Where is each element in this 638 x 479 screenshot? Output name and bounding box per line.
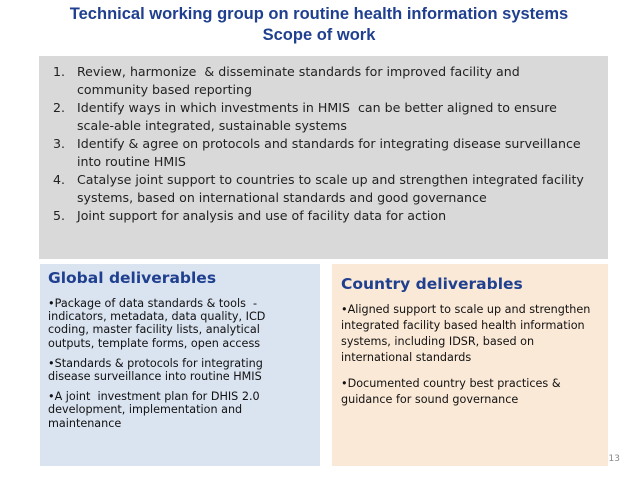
country-deliverable-item: •Aligned support to scale up and strengthen integrated facility based health information systems, including IDSR, based on international standards: [341, 303, 591, 364]
global-deliverable-item: •Package of data standards & tools - indicators, metadata, data quality, ICD coding, master facility lists, analytical outputs, template forms, open access: [48, 297, 266, 350]
scope-item: [53, 207, 602, 225]
global-deliverables-title: Global deliverables: [48, 269, 217, 287]
slide-title: [0, 4, 638, 46]
scope-item: [53, 99, 602, 135]
scope-item-text: Review, harmonize & disseminate standards for improved facility and community based reporting: [77, 64, 520, 97]
scope-item-number: 3.: [53, 136, 66, 151]
scope-item-text: Identify & agree on protocols and standards for integrating disease surveillance into routine HMIS: [77, 136, 581, 169]
scope-item: [53, 63, 602, 99]
scope-of-work-box: [39, 56, 608, 259]
scope-list: [53, 63, 602, 225]
scope-item: [53, 171, 602, 207]
global-deliverable-item: •Standards & protocols for integrating disease surveillance into routine HMIS: [48, 356, 263, 384]
global-deliverables-box: [40, 264, 320, 466]
country-deliverables-title: Country deliverables: [341, 275, 523, 293]
scope-item-number: 5.: [53, 208, 66, 223]
scope-item-text: Joint support for analysis and use of facility data for action: [77, 208, 447, 223]
scope-item-number: 2.: [53, 100, 66, 115]
scope-item-number: 4.: [53, 172, 66, 187]
country-deliverable-item: •Documented country best practices & guidance for sound governance: [341, 377, 561, 406]
slide-subtitle: Scope of work: [262, 26, 376, 44]
country-deliverables-box: [332, 264, 608, 466]
page-number: 13: [608, 454, 620, 464]
scope-item-text: Identify ways in which investments in HMIS can be better aligned to ensure scale-able integrated, sustainable systems: [77, 100, 557, 133]
global-deliverable-item: •A joint investment plan for DHIS 2.0 development, implementation and maintenance: [48, 390, 260, 430]
slide-title-line1: Technical working group on routine health information systems: [69, 5, 569, 23]
scope-item: [53, 135, 602, 171]
scope-item-text: Catalyse joint support to countries to scale up and strengthen integrated facility systems, based on international standards and good governance: [77, 172, 584, 205]
scope-item-number: 1.: [53, 64, 66, 79]
